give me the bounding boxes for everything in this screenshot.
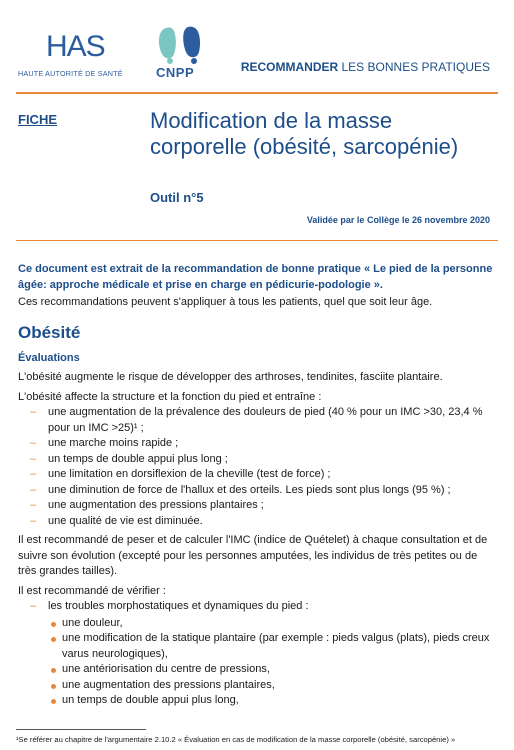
- paragraph: L'obésité augmente le risque de développer des arthroses, tendinites, fasciite plantaire.: [18, 371, 443, 383]
- header-tagline-bold: RECOMMANDER: [240, 60, 339, 74]
- document-body: [18, 262, 496, 709]
- cnpp-logo-text: CNPP: [156, 65, 195, 80]
- has-logo-subtitle: HAUTE AUTORITÉ DE SANTÉ: [18, 69, 123, 78]
- checks-list: [18, 599, 496, 615]
- document-header: [0, 0, 514, 92]
- list-item: – une marche moins rapide ;: [18, 436, 496, 452]
- list-item: une modification de la statique plantaire (par exemple : pieds valgus (plats), pieds creux varus neurologiques),: [18, 631, 496, 662]
- list-item: – un temps de double appui plus long ;: [18, 452, 496, 468]
- header-divider: [16, 92, 498, 94]
- list-item: une douleur,: [18, 616, 496, 632]
- subsection-heading: Évaluations: [18, 351, 80, 364]
- list-item: – les troubles morphostatiques et dynamiques du pied :: [18, 599, 496, 615]
- effects-list: [18, 405, 496, 529]
- feet-icon: [152, 24, 212, 66]
- page-title: Modification de la masse corporelle (obésité, sarcopénie): [150, 108, 459, 159]
- list-item: – une diminution de force de l'hallux et des orteils. Les pieds sont plus longs (95 %) ;: [18, 483, 496, 499]
- list-item: un temps de double appui plus long,: [18, 693, 496, 709]
- header-tagline: [241, 60, 490, 74]
- list-item: – une qualité de vie est diminuée.: [18, 514, 496, 530]
- list-item: – une augmentation des pressions plantaires ;: [18, 498, 496, 514]
- paragraph: L'obésité affecte la structure et la fonction du pied et entraîne :: [18, 390, 322, 403]
- list-item: – une augmentation de la prévalence des douleurs de pied (40 % pour un IMC >30, 23,4 % pour un IMC >25)¹ ;: [18, 405, 496, 436]
- section-heading: Obésité: [18, 322, 81, 342]
- footnote: ¹Se référer au chapitre de l'argumentaire 2.10.2 « Évaluation en cas de modification de la masse corporelle (obésité, sarcopénie) »: [16, 735, 456, 744]
- tool-number: Outil n°5: [150, 190, 204, 205]
- paragraph: Il est recommandé de peser et de calculer l'IMC (indice de Quételet) à chaque consultation et de suivre son évolution (excepté pour les personnes amputées, les individus de très petites ou de très grandes tailles).: [18, 534, 488, 577]
- footnote-divider: [16, 729, 146, 730]
- intro-text: Ces recommandations peuvent s'appliquer à tous les patients, quel que soit leur âge.: [18, 296, 433, 308]
- paragraph: Il est recommandé de vérifier :: [18, 584, 166, 597]
- has-logo-mark: HAS: [46, 30, 105, 63]
- header-tagline-rest: LES BONNES PRATIQUES: [338, 60, 490, 74]
- list-item: – une limitation en dorsiflexion de la cheville (test de force) ;: [18, 467, 496, 483]
- cnpp-logo: [152, 24, 212, 84]
- fiche-label: FICHE: [18, 112, 57, 127]
- intro-highlight: Ce document est extrait de la recommandation de bonne pratique « Le pied de la personne âgée: approche médicale et prise en charge en pédicurie-podologie ».: [18, 263, 493, 291]
- has-logo: [18, 32, 133, 82]
- list-item: une antériorisation du centre de pressions,: [18, 662, 496, 678]
- validation-date: Validée par le Collège le 26 novembre 2020: [306, 215, 490, 225]
- checks-sublist: [18, 616, 496, 709]
- list-item: une augmentation des pressions plantaires,: [18, 678, 496, 694]
- title-divider: [16, 240, 498, 241]
